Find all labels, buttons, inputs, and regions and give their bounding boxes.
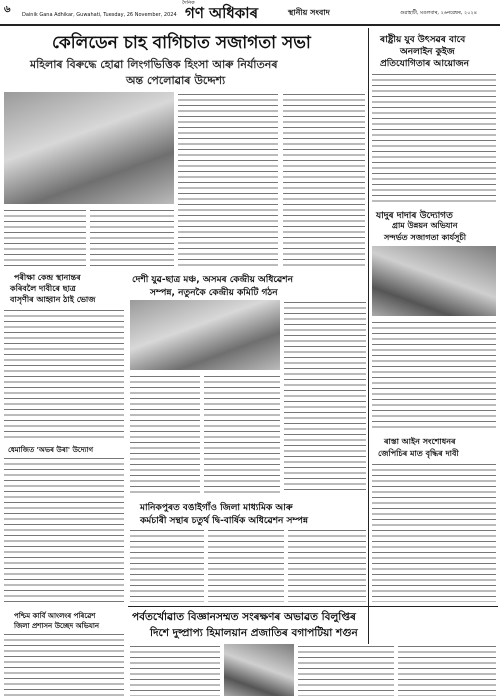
bottom-photo bbox=[224, 644, 294, 696]
section-label: স্থানীয় সংবাদ bbox=[288, 8, 330, 17]
main-body-col4 bbox=[90, 208, 174, 268]
bottom-headline-1: পৰ্বতৰ্খোৱাত বিজ্ঞানসম্মত সংৰক্ষণৰ অভাৱত বিলুপ্তিৰ bbox=[132, 611, 356, 623]
paschim-body bbox=[4, 632, 124, 696]
gram-headline-2: গ্ৰাম উন্নয়ন অভিযান bbox=[392, 221, 458, 230]
exam-body bbox=[4, 308, 124, 438]
main-headline: কেলিডেন চাহ বাগিচাত সজাগতা সভা bbox=[52, 33, 311, 53]
main-subheadline-2: অন্ত পেলোৱাৰ উদ্দেশ্য bbox=[126, 74, 226, 87]
bottom-headline-2: দিশে দুষ্প্ৰাপ্য হিমালয়ান প্ৰজাতিৰ বগাপটিয়া শগুন bbox=[150, 627, 358, 639]
desi-body-col2 bbox=[204, 374, 280, 494]
youth-body bbox=[372, 72, 496, 202]
main-subheadline-1: মহিলাৰ বিৰুদ্ধে হোৱা লিংগভিত্তিক হিংসা আৰু নিৰ্যাতনৰ bbox=[30, 58, 278, 71]
gram-photo bbox=[372, 246, 496, 316]
paschim-headline-2: জিলা প্ৰশাসন উচ্ছেদ অভিযান bbox=[14, 622, 100, 630]
manik-body-col1 bbox=[130, 528, 204, 602]
bottom-body-col2 bbox=[298, 644, 394, 696]
manik-body-col2 bbox=[208, 528, 284, 602]
main-body-col2 bbox=[283, 92, 365, 267]
right-date: গুৱাহাটী, মঙলবাৰ, ২৬নৱেম্বৰ, ২০২৪ bbox=[400, 10, 477, 16]
main-photo bbox=[4, 92, 174, 204]
column-divider bbox=[368, 28, 369, 668]
desi-headline-1: দেশী যুৱ-ছাত্ৰ মঞ্চ, অসমৰ কেন্দ্ৰীয় অধিৱেশন bbox=[132, 275, 293, 285]
manik-headline-1: মানিকপুৰত বঙাইগাঁও জিলা মাধ্যমিক আৰু bbox=[140, 503, 293, 513]
lower-left-headline: ধেমাজিত 'অভৰ উৰা' উদ্যোগ bbox=[8, 446, 94, 454]
masthead: গণ অধিকাৰ bbox=[185, 4, 259, 22]
bottom-divider bbox=[128, 606, 498, 607]
gram-body bbox=[372, 320, 496, 430]
desi-headline-2: সম্পন্ন, নতুনকৈ কেন্দ্ৰীয় কমিটি গঠন bbox=[150, 288, 278, 298]
youth-headline-1: ৰাষ্ট্ৰীয় যুব উৎসৱৰ বাবে bbox=[380, 35, 466, 45]
bottom-body-col3 bbox=[398, 644, 496, 696]
gram-headline-1: যাদুৰ দাদাৰ উদ্যোগত bbox=[376, 211, 453, 221]
youth-headline-3: প্ৰতিযোগিতাৰ আয়োজন bbox=[380, 59, 469, 69]
rasta-body bbox=[372, 462, 496, 602]
bottom-body-col1 bbox=[130, 644, 220, 696]
youth-headline-2: অনলাইন কুইজ bbox=[400, 47, 455, 57]
lower-left-body bbox=[4, 456, 124, 606]
dateline: Dainik Gana Adhikar, Guwahati, Tuesday, 26 November, 2024 bbox=[22, 12, 177, 18]
paschim-headline-1: পশ্চিম কাৰ্বি আংলংৰ পৰিৱেশ bbox=[14, 612, 96, 620]
exam-headline-1: পৰীক্ষা কেন্দ্ৰ স্থানান্তৰ bbox=[14, 273, 81, 282]
main-body-col1 bbox=[178, 92, 278, 267]
rasta-headline-2: জেপিচিৰ মাত বৃদ্ধিৰ দাবী bbox=[378, 449, 459, 458]
exam-headline-3: বাসৃণীৰ আহ্বান ঠাই ভোজ bbox=[10, 295, 96, 304]
desi-body-col1 bbox=[130, 374, 200, 494]
desi-photo bbox=[130, 300, 280, 370]
masthead-small: দৈনিক bbox=[182, 0, 195, 6]
desi-body-col3 bbox=[284, 300, 366, 494]
rasta-headline-1: ৰাস্তা আইন সংশোধনৰ bbox=[384, 437, 456, 446]
main-body-col3 bbox=[4, 208, 86, 268]
page-number: ৬ bbox=[4, 4, 11, 15]
manik-headline-2: কৰ্মচাৰী সন্থাৰ চতুৰ্থ দ্বি-বাৰ্ষিক অধিৱেশন সম্পন্ন bbox=[140, 516, 309, 526]
gram-headline-3: সন্দৰ্ভত সজাগতা কাৰ্যসূচী bbox=[384, 233, 466, 242]
manik-body-col3 bbox=[288, 528, 366, 602]
exam-headline-2: কৰিবলৈ দাবীৰে ছাত্ৰ bbox=[10, 284, 76, 293]
